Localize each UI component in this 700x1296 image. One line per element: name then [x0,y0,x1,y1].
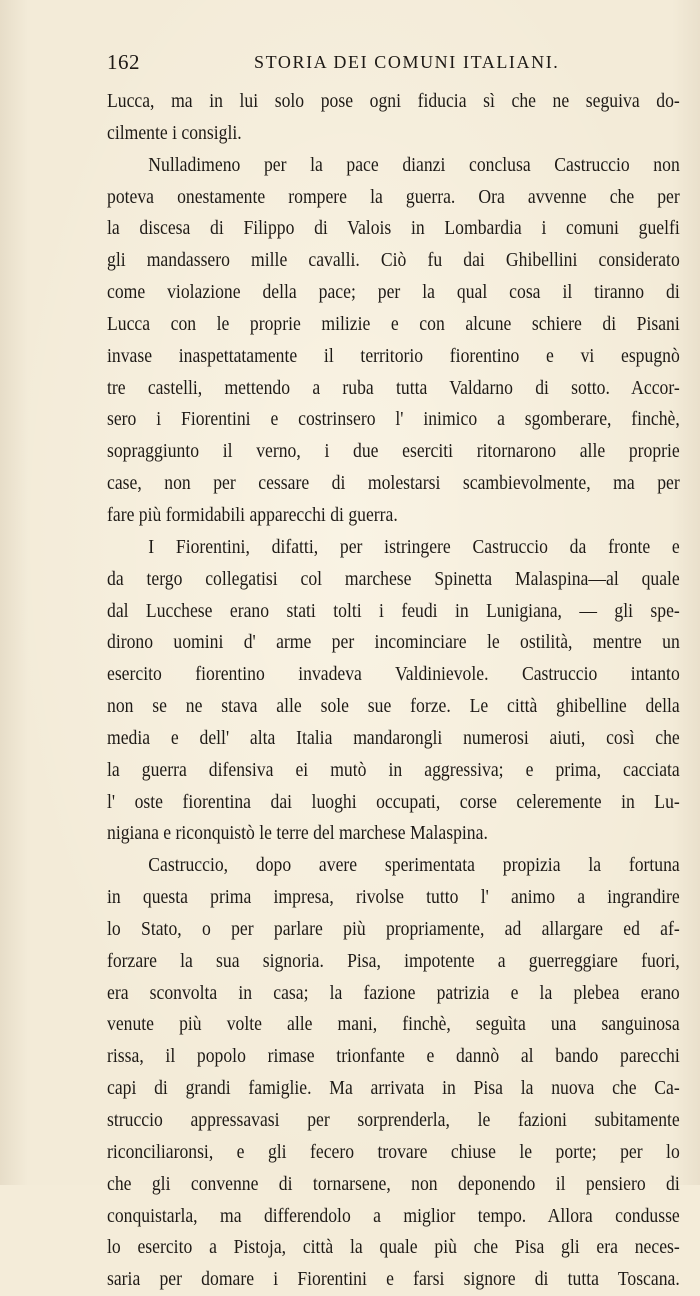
text-line: sero i Fiorentini e costrinsero l' inimico a sgomberare, finchè, [107,408,680,431]
paragraph-start-line: Nulladimeno per la pace dianzi conclusa Castruccio non [148,153,680,176]
text-line: capi di grandi famiglie. Ma arrivata in Pisa la nuova che Ca- [107,1077,680,1100]
text-line: rissa, il popolo rimase trionfante e dannò al bando parecchi [107,1045,680,1068]
text-line: poteva onestamente rompere la guerra. Ora avvenne che per [107,185,680,208]
text-line: che gli convenne di tornarsene, non deponendo il pensiero di [107,1172,680,1195]
text-line: saria per domare i Fiorentini e farsi signore di tutta Toscana. [107,1268,680,1291]
text-line: l' oste fiorentina dai luoghi occupati, corse celeremente in Lu- [107,790,680,813]
paragraph-start-line: Castruccio, dopo avere sperimentata propizia la fortuna [148,854,680,877]
body-text [107,86,680,1296]
text-line: riconciliaronsi, e gli fecero trovare chiuse le porte; per lo [107,1140,680,1163]
text-line: Lucca, ma in lui solo pose ogni fiducia sì che ne seguiva do- [107,90,680,112]
text-line: Lucca con le proprie milizie e con alcune schiere di Pisani [107,312,680,335]
text-line: era sconvolta in casa; la fazione patrizia e la plebea erano [107,981,680,1004]
text-line: venute più volte alle mani, finchè, seguìta una sanguinosa [107,1013,680,1036]
page-header [107,50,680,78]
text-line: media e dell' alta Italia mandarongli numerosi aiuti, così che [107,726,680,749]
text-line: forzare la sua signoria. Pisa, impotente a guerreggiare fuori, [107,949,680,972]
paragraph-start-line: I Fiorentini, difatti, per istringere Castruccio da fronte e [148,535,680,558]
text-line: gli mandassero mille cavalli. Ciò fu dai Ghibellini considerato [107,249,680,272]
text-line: in questa prima impresa, rivolse tutto l' animo a ingrandire [107,886,680,909]
text-line: da tergo collegatisi col marchese Spinetta Malaspina—al quale [107,567,680,590]
text-line: come violazione della pace; per la qual cosa il tiranno di [107,281,680,304]
running-title: STORIA DEI COMUNI ITALIANI. [254,52,560,72]
text-line: sopraggiunto il verno, i due eserciti ritornarono alle proprie [107,440,680,463]
text-line: nigiana e riconquistò le terre del marchese Malaspina. [107,822,488,845]
text-line: invase inaspettatamente il territorio fiorentino e vi espugnò [107,344,680,367]
text-line: cilmente i consigli. [107,121,242,144]
text-line: dal Lucchese erano stati tolti i feudi in Lunigiana, — gli spe- [107,599,680,622]
text-line: esercito fiorentino invadeva Valdinievole. Castruccio intanto [107,663,680,686]
text-line: la discesa di Filippo di Valois in Lombardia i comuni guelfi [107,217,680,240]
page-number: 162 [107,50,140,74]
text-line: lo Stato, o per parlare più propriamente, ad allargare ed af- [107,917,680,940]
text-line: non se ne stava alle sole sue forze. Le città ghibelline della [107,695,680,718]
text-line: case, non per cessare di molestarsi scambievolmente, ma per [107,472,680,495]
text-line: conquistarla, ma differendolo a miglior tempo. Allora condusse [107,1204,680,1227]
text-line: tre castelli, mettendo a ruba tutta Valdarno di sotto. Accor- [107,376,680,399]
text-line: lo esercito a Pistoja, città la quale più che Pisa gli era neces- [107,1236,680,1259]
text-line: fare più formidabili apparecchi di guerra. [107,503,398,526]
text-line: la guerra difensiva ei mutò in aggressiva; e prima, cacciata [107,758,680,781]
text-line: struccio appressavasi per sorprenderla, le fazioni subitamente [107,1109,680,1131]
text-line: dirono uomini d' arme per incominciare le ostilità, mentre un [107,631,680,654]
